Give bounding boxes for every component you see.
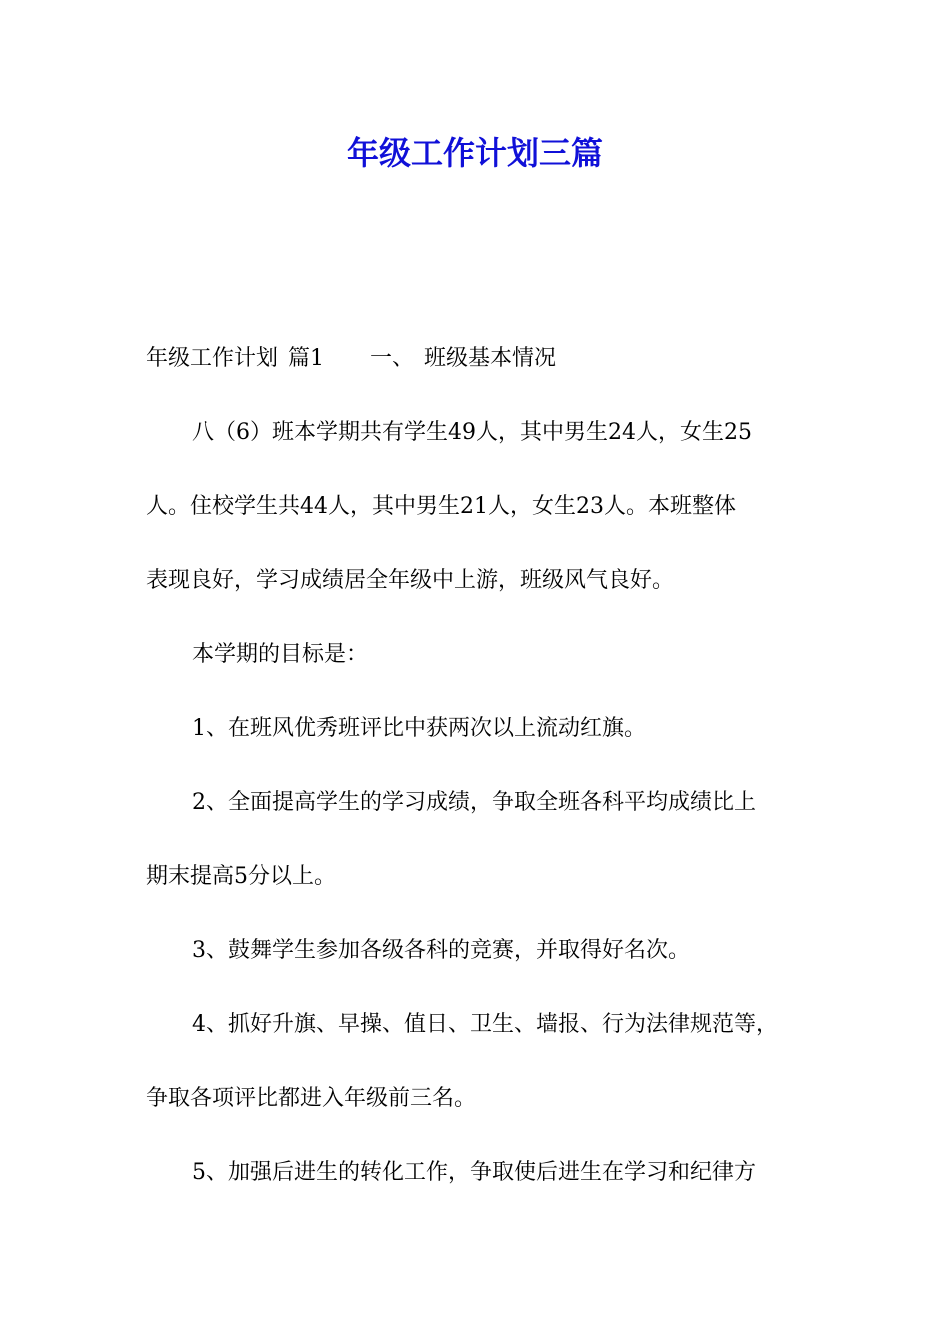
paragraph-line: 期末提高5分以上。 xyxy=(146,864,336,889)
section-heading-line xyxy=(146,322,810,396)
plan-heading: 年级工作计划 xyxy=(146,346,279,371)
goal-item: 3、鼓舞学生参加各级各科的竞赛，并取得好名次。 xyxy=(192,938,690,963)
goal-item: 1、在班风优秀班评比中获两次以上流动红旗。 xyxy=(192,716,646,741)
paragraph-line: 八（6）班本学期共有学生49人，其中男生24人，女生25 xyxy=(192,420,752,445)
paragraph-line: 人。住校学生共44人，其中男生21人，女生23人。本班整体 xyxy=(146,494,736,519)
document-title: 年级工作计划三篇 xyxy=(346,134,603,172)
paragraph-line: 争取各项评比都进入年级前三名。 xyxy=(146,1086,477,1111)
paragraph-line: 表现良好，学习成绩居全年级中上游，班级风气良好。 xyxy=(146,568,675,593)
document-body xyxy=(146,322,810,1210)
section-title: 班级基本情况 xyxy=(424,346,557,371)
paragraph-line: 本学期的目标是： xyxy=(192,642,369,667)
goal-item: 5、加强后进生的转化工作，争取使后进生在学习和纪律方 xyxy=(192,1160,756,1185)
goal-item: 2、全面提高学生的学习成绩，争取全班各科平均成绩比上 xyxy=(192,790,756,815)
goal-item: 4、抓好升旗、早操、值日、卫生、墙报、行为法律规范等， xyxy=(192,1012,778,1037)
part-label: 篇1 xyxy=(288,346,325,371)
section-number: 一、 xyxy=(370,346,415,371)
